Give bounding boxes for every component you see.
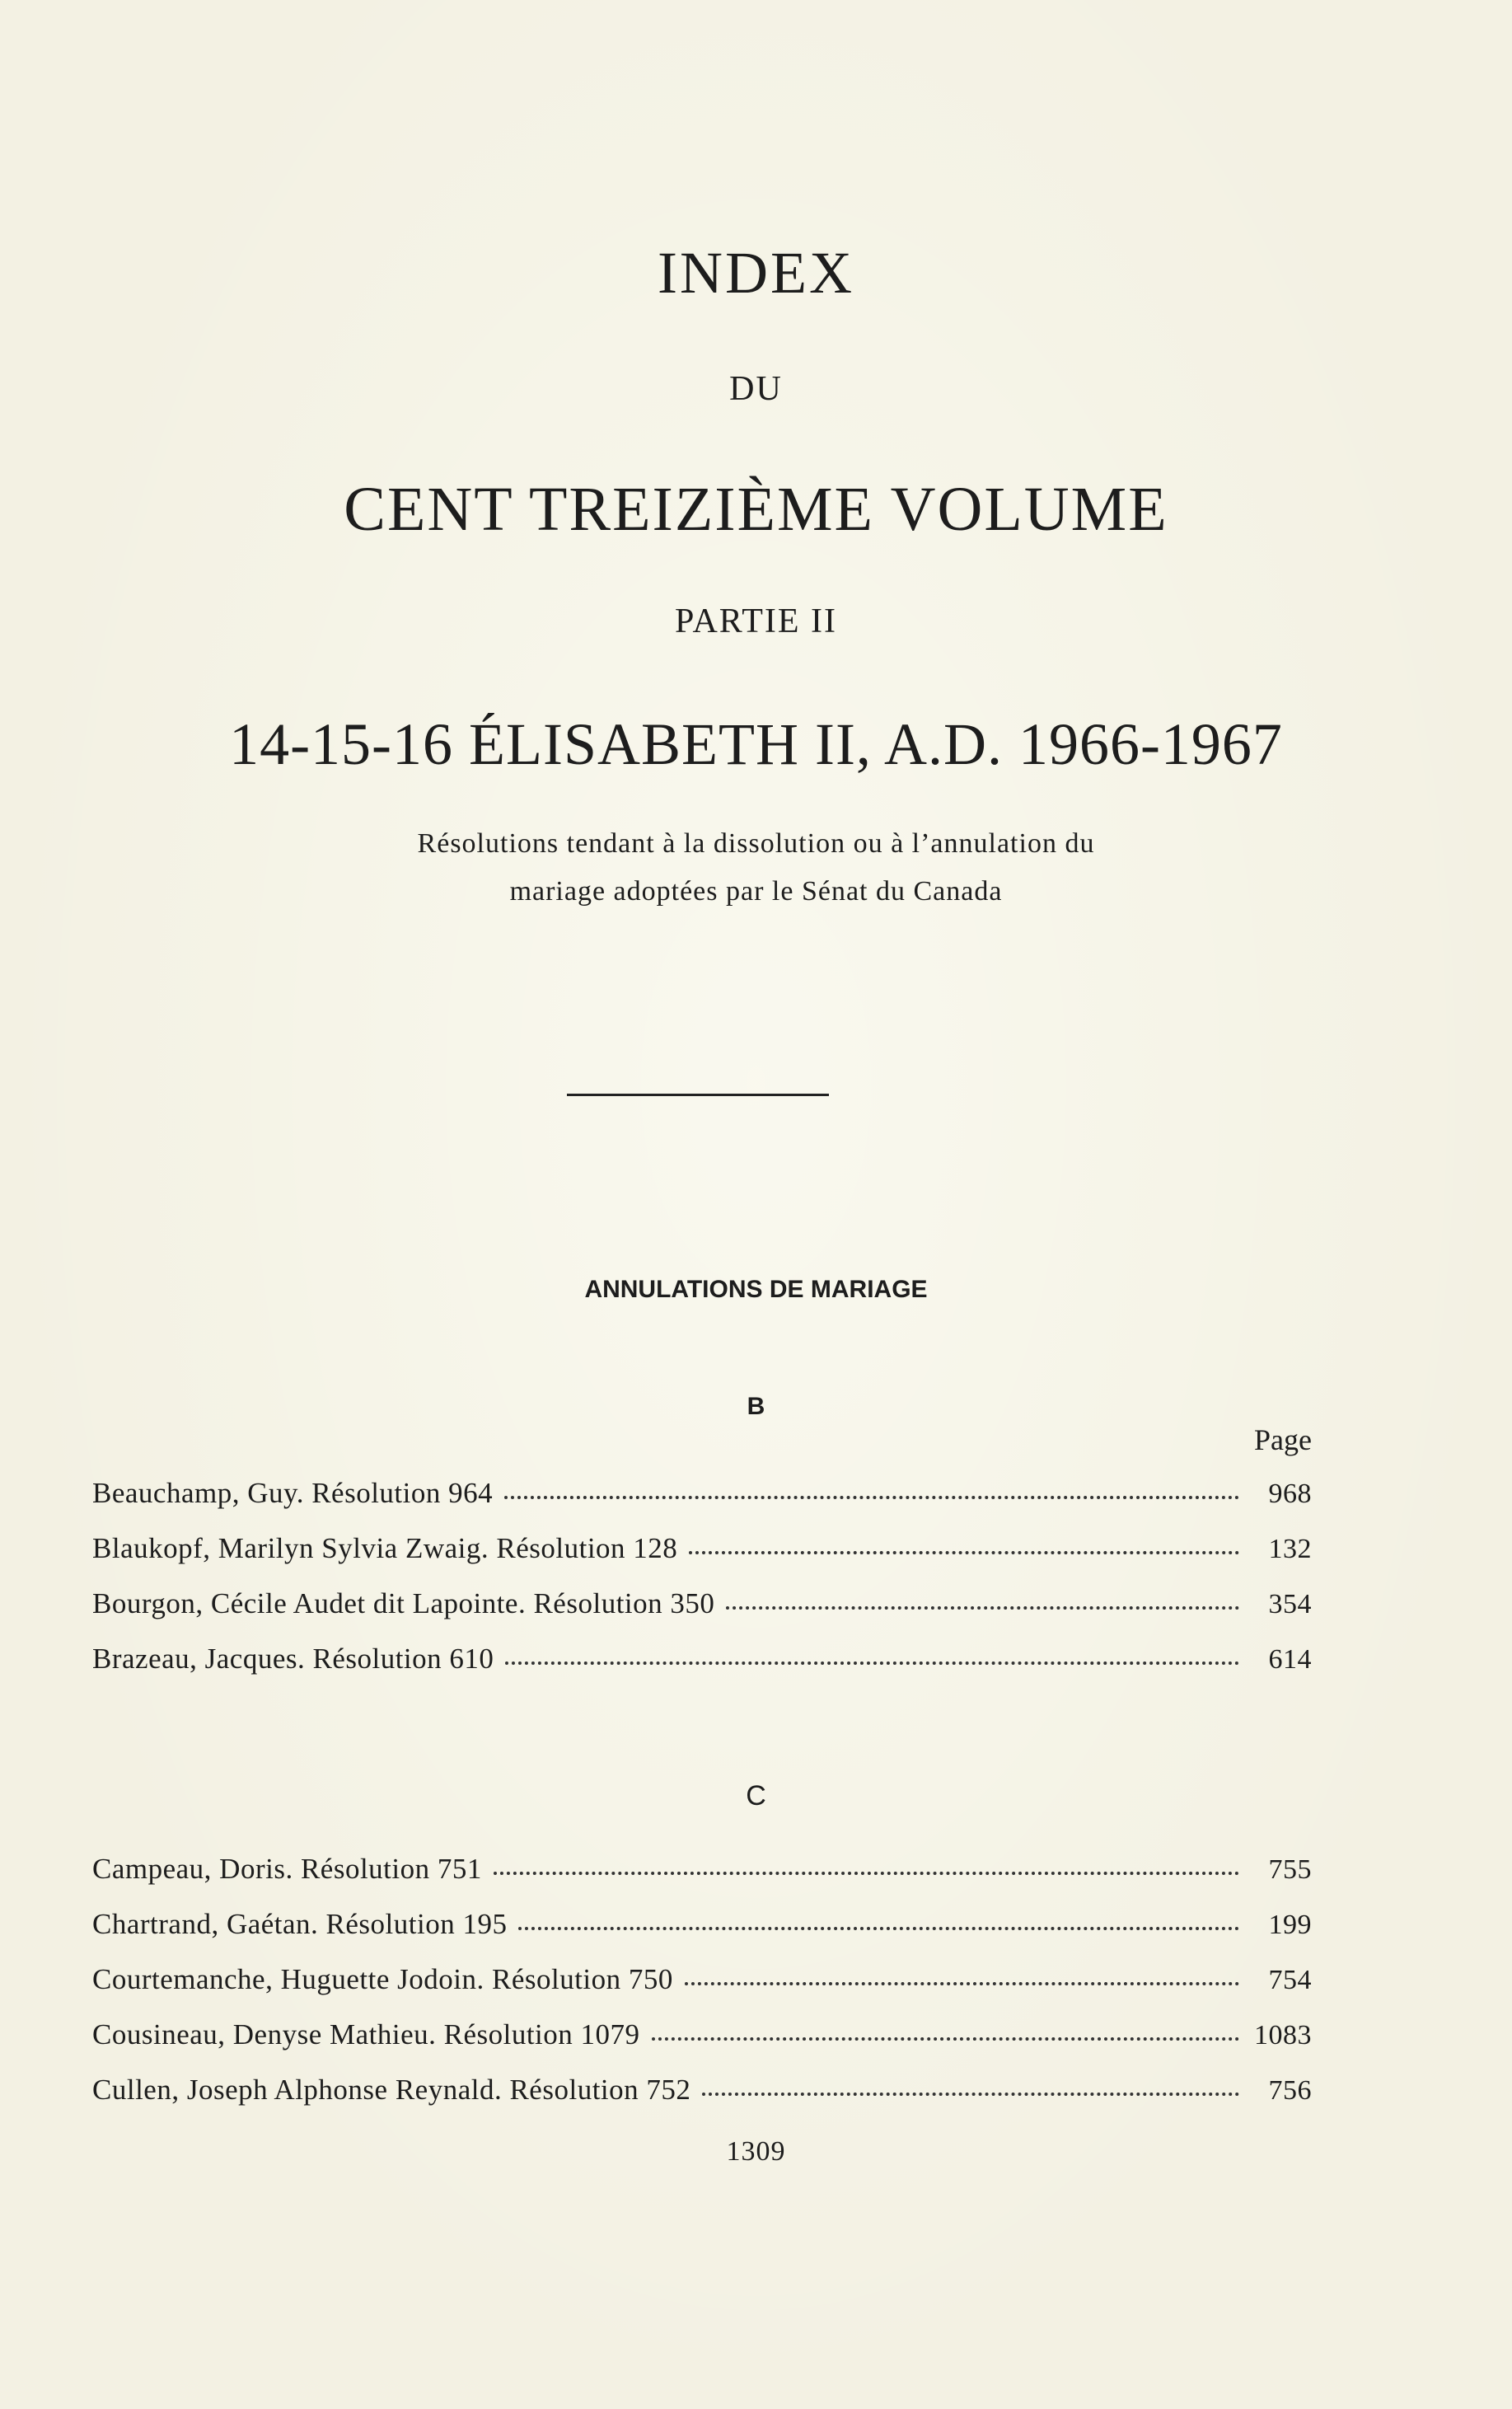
page-column-header: Page [1254,1423,1312,1456]
footer-page-number: 1309 [726,2136,786,2167]
index-entry [92,1587,1312,1625]
entry-page-number: 132 [1268,1534,1312,1564]
entry-page-number: 1083 [1254,2020,1312,2050]
index-entry [92,1908,1312,1946]
entry-text: Bourgon, Cécile Audet dit Lapointe. Résolution 350 [92,1587,715,1619]
subtitle-line-1: Résolutions tendant à la dissolution ou à l’annulation du [417,828,1095,859]
entry-page-number: 354 [1268,1589,1312,1619]
dot-leader [652,2037,1239,2041]
entry-page-number: 754 [1268,1965,1312,1995]
index-entry [92,2018,1312,2056]
entry-page-number: 968 [1268,1479,1312,1509]
dot-leader [494,1872,1239,1875]
entry-text: Cullen, Joseph Alphonse Reynald. Résolution 752 [92,2074,691,2106]
index-entry [92,1643,1312,1680]
letter-heading-b: B [747,1393,765,1420]
regnal-year-line: 14-15-16 ÉLISABETH II, A.D. 1966-1967 [229,711,1283,777]
entry-text: Brazeau, Jacques. Résolution 610 [92,1643,494,1675]
du-label: DU [729,370,783,408]
entry-page-number: 755 [1268,1854,1312,1885]
entry-text: Courtemanche, Huguette Jodoin. Résolution 750 [92,1963,673,1995]
index-entry [92,1963,1312,2001]
volume-title: CENT TREIZIÈME VOLUME [344,475,1168,544]
dot-leader [689,1551,1239,1554]
dot-leader [702,2093,1239,2096]
entry-page-number: 756 [1268,2075,1312,2106]
entry-text: Cousineau, Denyse Mathieu. Résolution 1079 [92,2018,640,2050]
entry-text: Chartrand, Gaétan. Résolution 195 [92,1908,508,1940]
dot-leader [518,1927,1239,1930]
subtitle-line-2: mariage adoptées par le Sénat du Canada [509,876,1003,907]
dot-leader [726,1606,1239,1610]
index-entry [92,1477,1312,1515]
entry-text: Blaukopf, Marilyn Sylvia Zwaig. Résolution 128 [92,1532,678,1564]
section-divider [567,1094,829,1096]
entry-page-number: 614 [1268,1644,1312,1675]
index-entry [92,1532,1312,1570]
entry-text: Beauchamp, Guy. Résolution 964 [92,1477,494,1509]
partie-label: PARTIE II [674,602,838,640]
dot-leader [505,1661,1239,1665]
section-heading: ANNULATIONS DE MARIAGE [584,1276,928,1303]
index-entry [92,2074,1312,2111]
index-entry [92,1853,1312,1891]
entry-text: Campeau, Doris. Résolution 751 [92,1853,482,1885]
dot-leader [504,1496,1239,1499]
dot-leader [685,1982,1239,1985]
index-title: INDEX [658,240,854,306]
entry-page-number: 199 [1268,1910,1312,1940]
letter-heading-c: C [746,1780,766,1811]
